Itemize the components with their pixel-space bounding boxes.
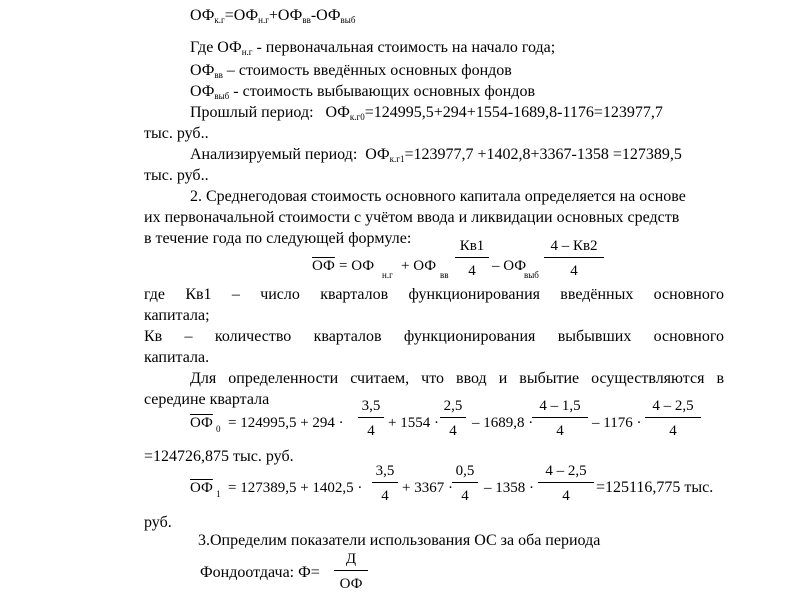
average-cost-current-formula: ОФ 1 = 127389,5 + 1402,5 · 3,5 4 + 3367 · 0,5 4 – 1358 · 4 – 2,5 4 =125116,775 тыс. xyxy=(190,463,714,504)
fondootdacha-label: Фондоотдача: Ф= xyxy=(200,564,320,581)
fondootdacha-fraction: Д ОФ xyxy=(334,550,368,594)
formula-line: $ОФ_{к.г}=ОФ_{н.г}+ОФ_{вв}-ОФ_{выб}$ xyxy=(190,7,356,25)
average-cost-formula: ОФ = ОФ н.г + ОФ вв Кв1 4 – ОФ выб 4 – Кв2 4 xyxy=(312,244,612,289)
average-cost-past-formula: ОФ 0 = 124995,5 + 294 · 3,5 4 + 1554 · 2,5 4 – 1689,8 · 4 – 1,5 4 – 1176 · 4 – 2,5 4 xyxy=(190,403,710,451)
definition-retired: $ОФ_{выб}$ - стоимость выбывающих основных фондов xyxy=(190,83,535,101)
past-period-line: Прошлый период: $ОФ_{к.г0}=124995,5+294+1554-1689,8-1176=123977,7$ xyxy=(190,104,663,122)
result-current-unit: руб. xyxy=(144,514,172,531)
where-kv1-line-1: где Кв1 – число кварталов функционирования введённых основного xyxy=(144,286,724,303)
formula-lhs: ОФ xyxy=(312,258,335,274)
where-kv-line-1: Кв – количество кварталов функционирования выбывших основного xyxy=(144,328,724,345)
where-kv1-line-2: капитала; xyxy=(144,307,210,324)
result-past: =124726,875 тыс. руб. xyxy=(144,448,294,465)
paragraph-2-line-1: 2. Среднегодовая стоимость основного капитала определяется на основе xyxy=(190,188,686,205)
current-period-unit: тыс. руб.. xyxy=(144,167,209,184)
where-kv-line-2: капитала. xyxy=(144,349,210,366)
fraction-kv2: 4 – Кв2 4 xyxy=(544,237,604,281)
paragraph-2-line-3: в течение года по следующей формуле: xyxy=(144,230,412,247)
definition-introduced: $ОФ_{вв}$ – стоимость введённых основных фондов xyxy=(190,62,512,80)
paragraph-2-line-2: их первоначальной стоимости с учётом ввода и ликвидации основных средств xyxy=(144,209,680,226)
past-period-unit: тыс. руб.. xyxy=(144,125,209,142)
fraction-kv1: Кв1 4 xyxy=(455,237,489,281)
current-period-line: Анализируемый период: $ОФ_{к.г1}=123977,7 +1402,8+3367-1358 =127389,5$ xyxy=(190,146,682,164)
paragraph-3: 3.Определим показатели использования ОС за оба периода xyxy=(198,532,601,549)
assumption-line-1: Для определенности считаем, что ввод и выбытие осуществляются в xyxy=(190,370,724,387)
definition-initial: Где $ОФ_{н.г}$ - первоначальная стоимость на начало года; xyxy=(190,39,556,57)
assumption-line-2: середине квартала xyxy=(144,391,270,408)
